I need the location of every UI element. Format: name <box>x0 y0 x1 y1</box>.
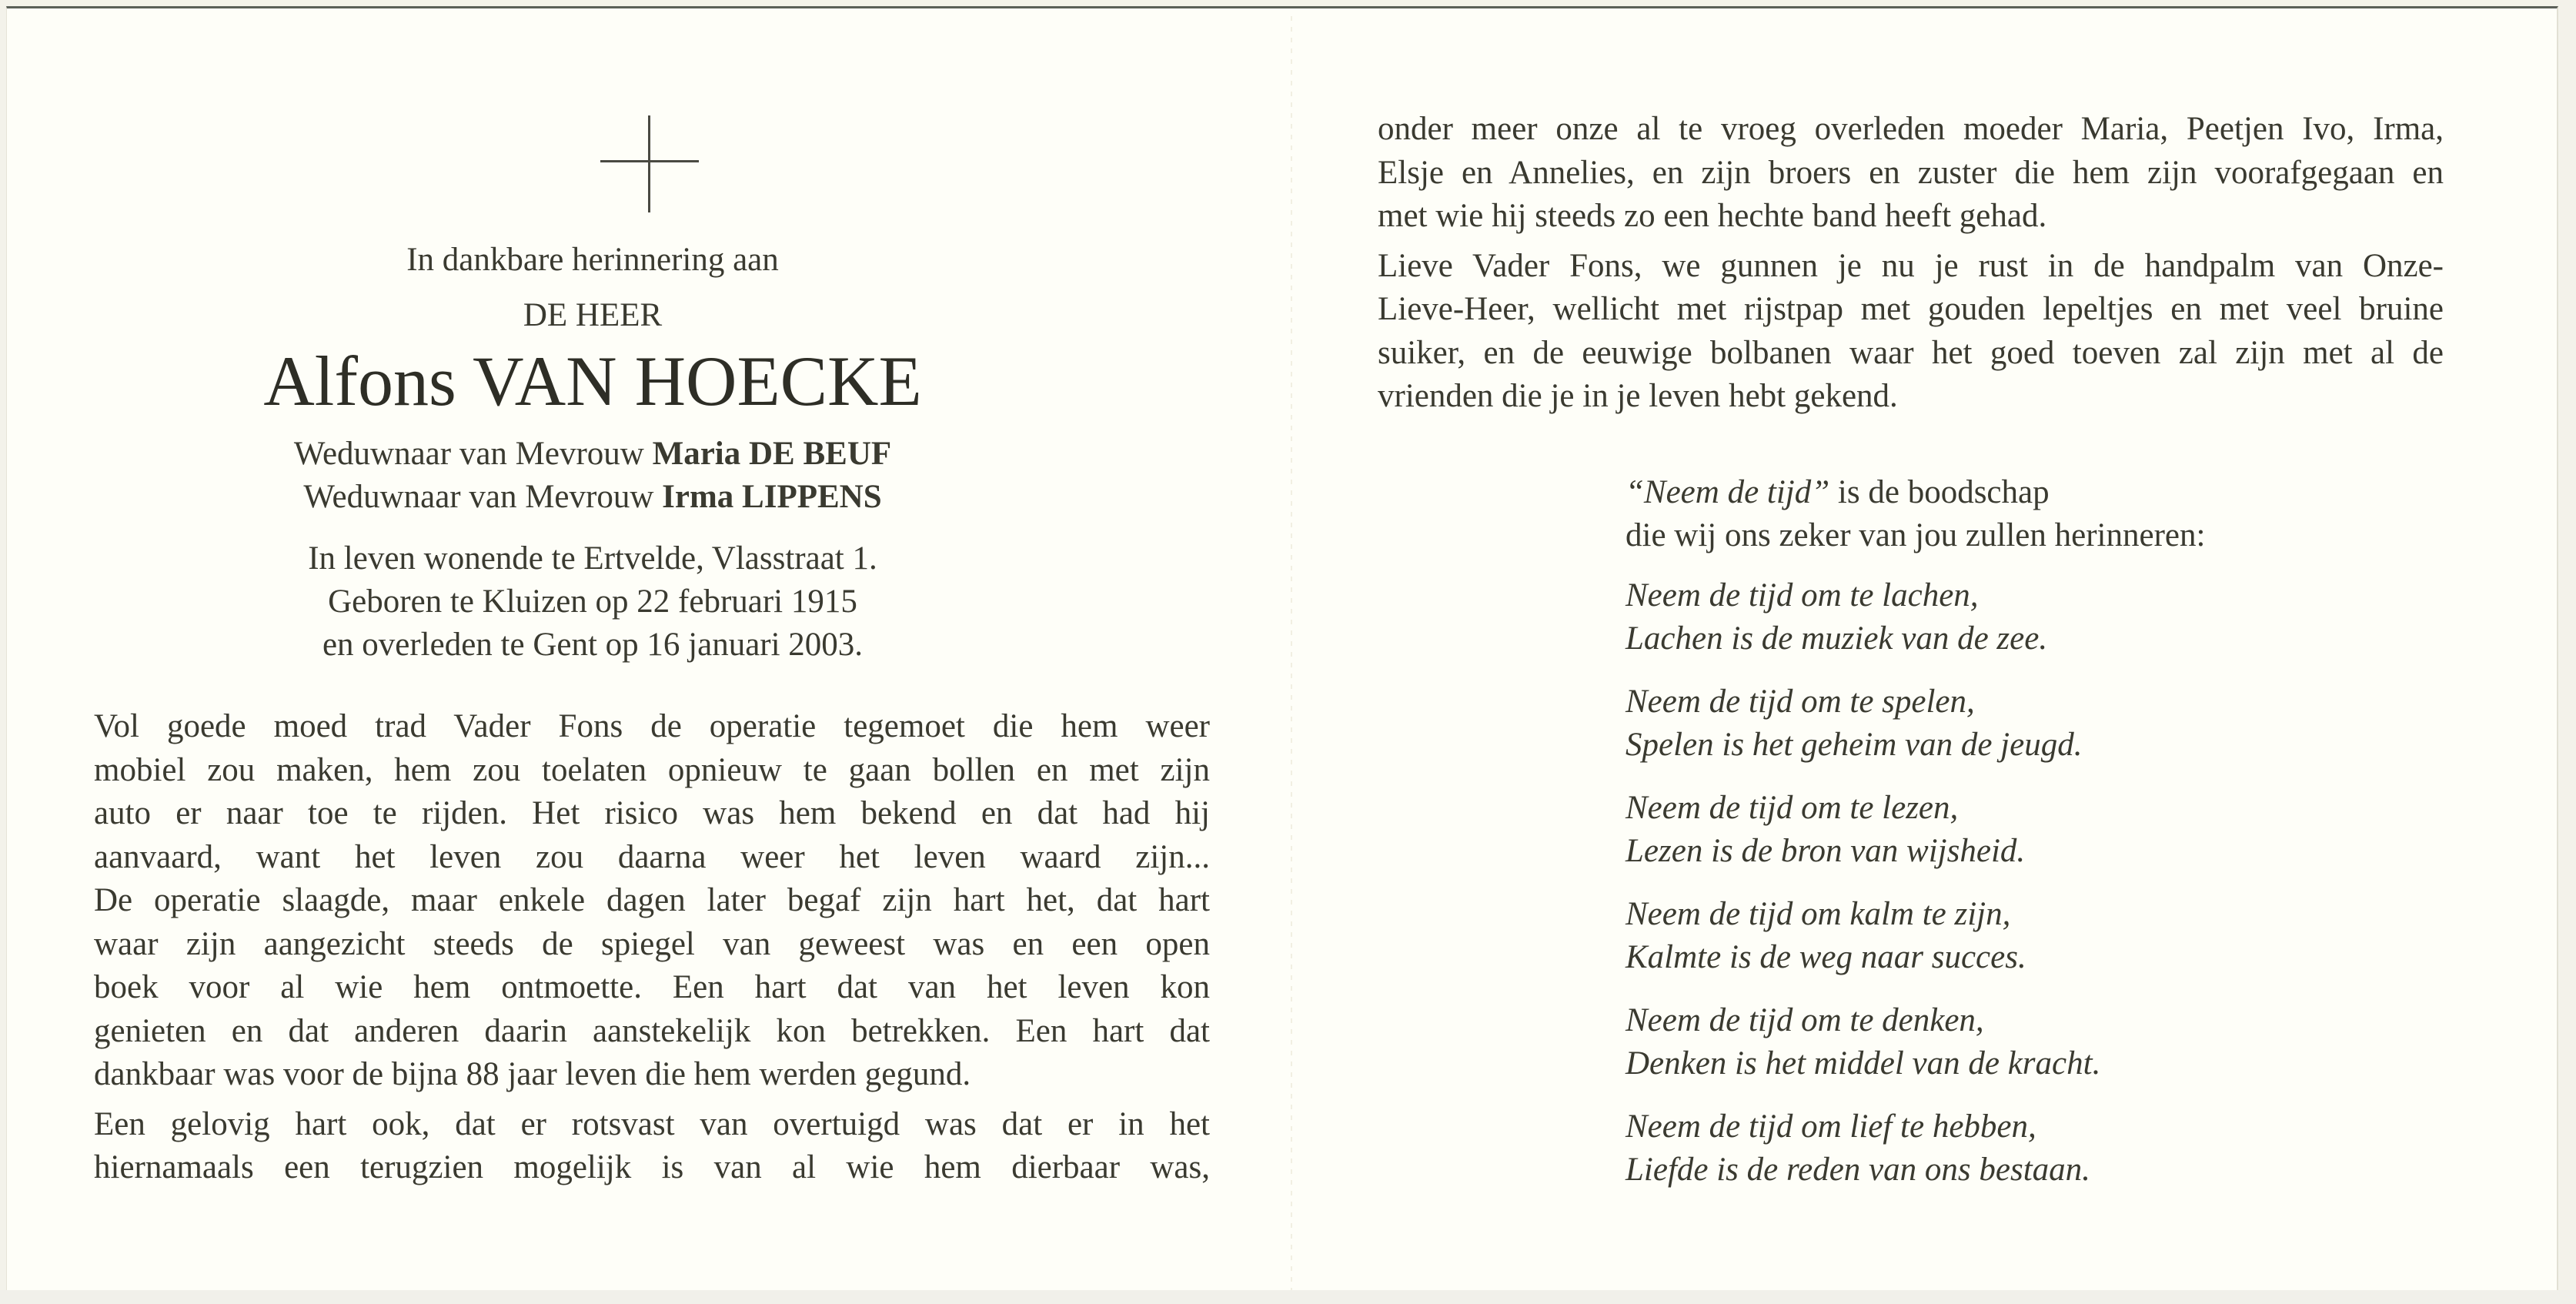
death-line: en overleden te Gent op 16 januari 2003. <box>322 627 864 663</box>
text-line: onder meer onze al te vroeg overleden moeder Maria, Peetjen Ivo, Irma, <box>1378 111 2444 147</box>
text-line: vrienden die je in je leven hebt gekend. <box>1378 378 1898 414</box>
text-line: De operatie slaagde, maar enkele dagen later begaf zijn hart het, dat hart <box>94 882 1210 918</box>
text-line: Een gelovig hart ook, dat er rotsvast van overtuigd was dat er in het <box>94 1105 1210 1142</box>
text-line: Elsje en Annelies, en zijn broers en zuster die hem zijn voorafgegaan en <box>1378 154 2444 191</box>
poem-intro-rest: is de boodschap <box>1829 474 2050 510</box>
intro-text: In dankbare herinnering aan <box>406 242 779 278</box>
continuation-paragraph <box>1378 108 2444 239</box>
text-line: Lieve-Heer, wellicht met rijstpap met gouden lepeltjes en met veel bruine <box>1378 291 2444 327</box>
widower-block <box>231 433 954 519</box>
poem-line: Lezen is de bron van wijsheid. <box>1625 833 2026 869</box>
text-line: Vol goede moed trad Vader Fons de operatie tegemoet die hem weer <box>94 708 1210 744</box>
poem-line: Kalmte is de weg naar succes. <box>1625 939 2026 975</box>
text-line: mobiel zou maken, hem zou toelaten opnieuw te gaan bollen en met zijn <box>94 751 1210 788</box>
text-line: aanvaard, want het leven zou daarna weer het leven waard zijn... <box>94 838 1210 875</box>
text-line: dankbaar was voor de bijna 88 jaar leven die hem werden gegund. <box>94 1056 971 1092</box>
poem-stanza <box>1625 999 2472 1085</box>
poem-quote: “Neem de tijd” <box>1625 474 1830 510</box>
poem-stanza <box>1625 787 2472 873</box>
poem-intro-line <box>1625 471 2472 514</box>
continuation-paragraph <box>1378 245 2444 419</box>
widower-line <box>231 476 954 519</box>
poem-line: Neem de tijd om te denken, <box>1625 1002 1984 1038</box>
text-line: hiernamaals een terugzien mogelijk is van al wie hem dierbaar was, <box>94 1149 1210 1185</box>
cross-vertical-bar <box>648 115 650 212</box>
cross-horizontal-bar <box>600 160 699 162</box>
poem-line: Neem de tijd om kalm te zijn, <box>1625 896 2011 932</box>
residence-line: In leven wonende te Ertvelde, Vlasstraat 1. <box>308 540 877 577</box>
scan-bottom-edge <box>0 1290 2576 1304</box>
text-line: Lieve Vader Fons, we gunnen je nu je rust in de handpalm van Onze- <box>1378 247 2444 284</box>
poem-intro-line: die wij ons zeker van jou zullen herinneren: <box>1625 517 2206 553</box>
biography-paragraph <box>94 705 1210 1097</box>
poem-line: Neem de tijd om te lezen, <box>1625 790 1959 826</box>
poem-stanza <box>1625 893 2472 979</box>
text-line: met wie hij steeds zo een hechte band heeft gehad. <box>1378 198 2047 234</box>
widower-line <box>231 433 954 476</box>
poem-stanza <box>1625 1105 2472 1192</box>
poem <box>1625 471 2472 1212</box>
poem-intro <box>1625 471 2472 557</box>
poem-line: Denken is het middel van de kracht. <box>1625 1045 2101 1082</box>
text-line: auto er naar toe te rijden. Het risico was hem bekend en dat had hij <box>94 795 1210 831</box>
life-details <box>231 537 954 667</box>
poem-line: Neem de tijd om te spelen, <box>1625 684 1975 720</box>
text-line: suiker, en de eeuwige bolbanen waar het goed toeven zal zijn met al de <box>1378 334 2444 371</box>
widower-prefix: Weduwnaar van Mevrouw <box>303 479 654 515</box>
continuation-text <box>1378 108 2444 425</box>
poem-line: Liefde is de reden van ons bestaan. <box>1625 1152 2090 1188</box>
poem-stanza <box>1625 680 2472 767</box>
deceased-name: Alfons VAN HOECKE <box>263 342 922 420</box>
cross-icon <box>600 115 699 212</box>
poem-line: Neem de tijd om lief te hebben, <box>1625 1108 2036 1145</box>
poem-line: Lachen is de muziek van de zee. <box>1625 620 2048 657</box>
spouse-name: Maria DE BEUF <box>652 436 892 472</box>
widower-prefix: Weduwnaar van Mevrouw <box>293 436 644 472</box>
birth-line: Geboren te Kluizen op 22 februari 1915 <box>328 583 857 620</box>
text-line: boek voor al wie hem ontmoette. Een hart dat van het leven kon <box>94 969 1210 1005</box>
biography <box>94 705 1210 1196</box>
text-line: genieten en dat anderen daarin aanstekelijk kon betrekken. Een hart dat <box>94 1012 1210 1049</box>
poem-line: Neem de tijd om te lachen, <box>1625 577 1979 614</box>
poem-stanza <box>1625 574 2472 660</box>
text-line: waar zijn aangezicht steeds de spiegel van geweest was en een open <box>94 925 1210 962</box>
biography-paragraph <box>94 1103 1210 1190</box>
poem-line: Spelen is het geheim van de jeugd. <box>1625 727 2083 763</box>
honorific-title: DE HEER <box>523 297 663 333</box>
spouse-name: Irma LIPPENS <box>662 479 882 515</box>
fold-line <box>1291 16 1292 1294</box>
